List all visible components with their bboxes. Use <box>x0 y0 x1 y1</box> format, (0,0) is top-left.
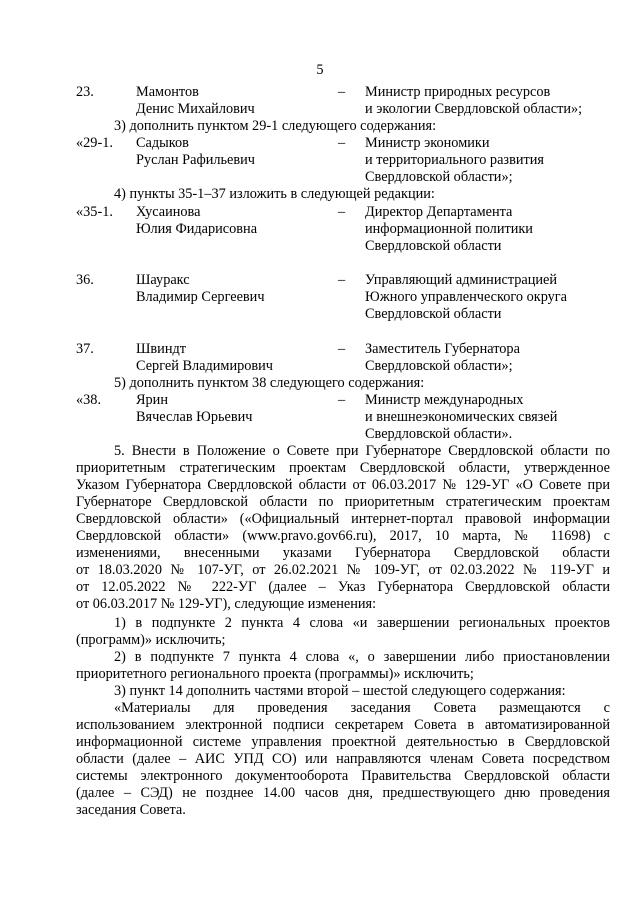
paragraph-line: заседания Совета. <box>76 802 186 818</box>
member-position-line: Министр экономики <box>365 135 490 151</box>
member-position-line: информационной политики <box>365 221 533 237</box>
dash: – <box>338 392 346 408</box>
member-position-line: и территориального развития <box>365 152 544 168</box>
member-surname: Садыков <box>136 135 189 151</box>
paragraph-line: от 18.03.2020 № 107-УГ, от 26.02.2021 № 109-УГ, от 02.03.2022 № 119-УГ и <box>76 562 610 578</box>
member-position-line: Свердловской области». <box>365 426 513 442</box>
member-position-line: и экологии Свердловской области»; <box>365 101 583 117</box>
paragraph <box>76 649 610 683</box>
paragraph-line: от 06.03.2017 № 129-УГ), следующие изменения: <box>76 596 377 612</box>
member-position-line: Директор Департамента <box>365 204 513 220</box>
member-position-line: Министр международных <box>365 392 524 408</box>
paragraph-line: Свердловской области» (www.pravo.gov66.ru), 2017, 10 марта, № 11698) с <box>76 528 610 544</box>
member-number: 37. <box>76 341 94 357</box>
paragraph-line: «Материалы для проведения заседания Совета размещаются с <box>114 700 610 716</box>
subheading: 4) пункты 35-1–37 изложить в следующей редакции: <box>114 186 435 202</box>
member-surname: Хусаинова <box>136 204 201 220</box>
paragraph-line: использованием электронной подписи секретарем Совета в автоматизированной <box>76 717 610 733</box>
member-position-line: и внешнеэкономических связей <box>365 409 558 425</box>
member-surname: Мамонтов <box>136 84 199 100</box>
paragraph-line: (далее – СЭД) не позднее 14.00 часов дня, предшествующего дню проведения <box>76 785 610 801</box>
paragraph-line: Свердловской области» («Официальный интернет-портал правовой информации <box>76 511 610 527</box>
paragraph-line: 2) в подпункте 7 пункта 4 слова «, о завершении либо приостановлении <box>114 649 610 665</box>
member-position-line: Южного управленческого округа <box>365 289 568 305</box>
paragraph-line: 5. Внести в Положение о Совете при Губернаторе Свердловской области по <box>114 443 610 459</box>
member-surname: Швиндт <box>136 341 186 357</box>
paragraph-line: (программ)» исключить; <box>76 632 226 648</box>
member-surname: Ярин <box>136 392 168 408</box>
member-number: 36. <box>76 272 94 288</box>
dash: – <box>338 204 346 220</box>
paragraph-line: системы электронного документооборота Правительства Свердловской области <box>76 768 610 784</box>
member-position-line: Свердловской области <box>365 238 502 254</box>
paragraph-line: приоритетным стратегическим проектам Свердловской области, утвержденное <box>76 460 610 476</box>
member-number: 23. <box>76 84 94 100</box>
member-number: «29-1. <box>76 135 113 151</box>
dash: – <box>338 84 346 100</box>
member-position-line: Управляющий администрацией <box>365 272 558 288</box>
member-position-line: Свердловской области»; <box>365 358 513 374</box>
paragraph-line: 1) в подпункте 2 пункта 4 слова «и завершении региональных проектов <box>114 615 610 631</box>
paragraph <box>76 700 610 819</box>
member-given-name: Руслан Рафильевич <box>136 152 255 168</box>
member-given-name: Сергей Владимирович <box>136 358 273 374</box>
paragraph <box>76 683 610 700</box>
paragraph-line: Губернаторе Свердловской области по приоритетным стратегическим проектам <box>76 494 610 510</box>
member-given-name: Владимир Сергеевич <box>136 289 265 305</box>
dash: – <box>338 135 346 151</box>
member-given-name: Вячеслав Юрьевич <box>136 409 253 425</box>
member-position-line: Министр природных ресурсов <box>365 84 551 100</box>
dash: – <box>338 341 346 357</box>
member-given-name: Денис Михайлович <box>136 101 255 117</box>
subheading: 3) дополнить пунктом 29-1 следующего содержания: <box>114 118 437 134</box>
paragraph-line: от 12.05.2022 № 222-УГ (далее – Указ Губернатора Свердловской области <box>76 579 610 595</box>
member-surname: Шауракс <box>136 272 190 288</box>
member-number: «38. <box>76 392 102 408</box>
dash: – <box>338 272 346 288</box>
member-given-name: Юлия Фидарисовна <box>136 221 258 237</box>
member-position-line: Свердловской области <box>365 306 502 322</box>
paragraph <box>76 615 610 649</box>
paragraph <box>76 443 610 613</box>
paragraph-line: изменениями, внесенными указами Губернатора Свердловской области <box>76 545 610 561</box>
paragraph-line: области (далее – АИС УПД СО) или направляются членам Совета посредством <box>76 751 610 767</box>
member-position-line: Свердловской области»; <box>365 169 513 185</box>
subheading: 5) дополнить пунктом 38 следующего содержания: <box>114 375 425 391</box>
page-number: 5 <box>316 62 324 78</box>
member-number: «35-1. <box>76 204 113 220</box>
paragraph-line: 3) пункт 14 дополнить частями второй – шестой следующего содержания: <box>114 683 566 699</box>
paragraph-line: приоритетного регионального проекта (программы)» исключить; <box>76 666 474 682</box>
paragraph-line: информационной системе управления проектной деятельностью в Свердловской <box>76 734 610 750</box>
member-position-line: Заместитель Губернатора <box>365 341 520 357</box>
paragraph-line: Указом Губернатора Свердловской области от 06.03.2017 № 129-УГ «О Совете при <box>76 477 610 493</box>
